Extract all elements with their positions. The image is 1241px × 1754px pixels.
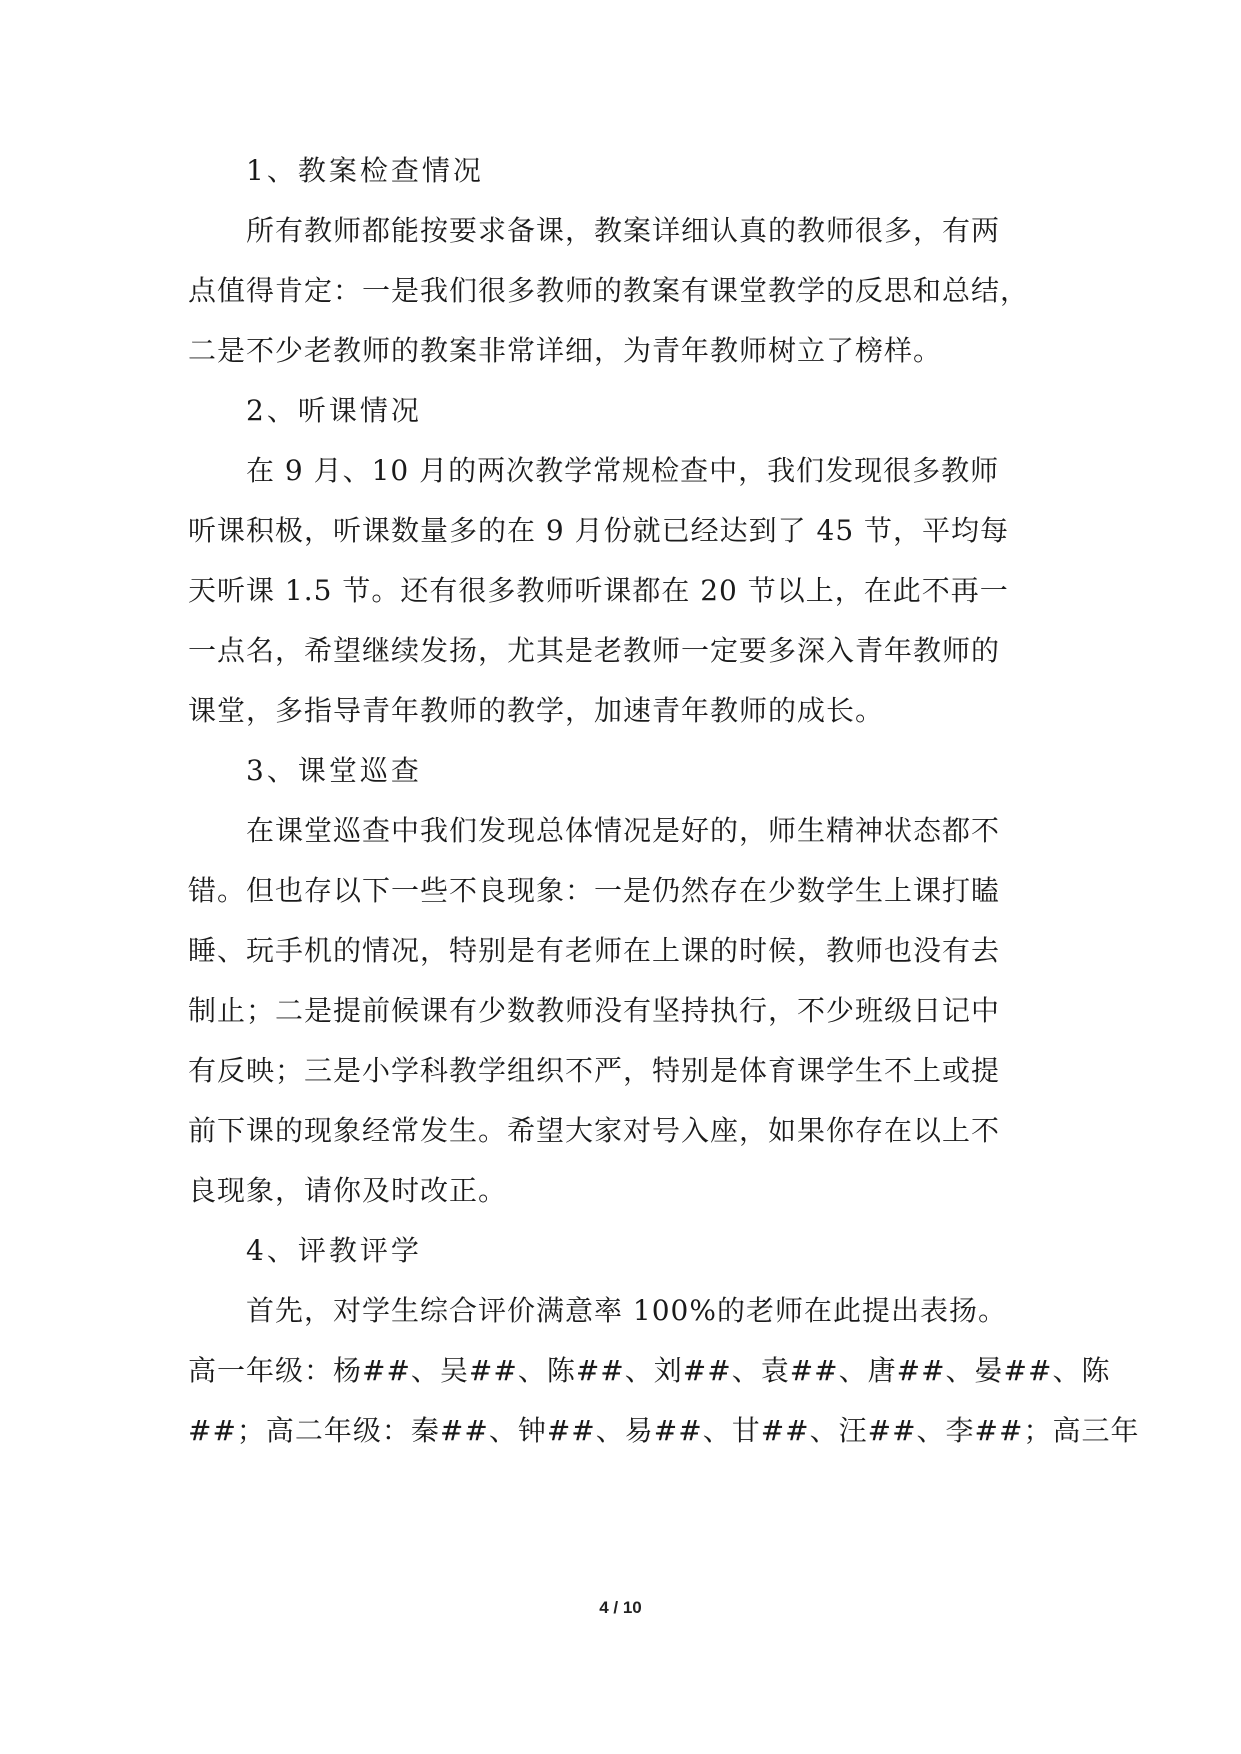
paragraph-line: 课堂，多指导青年教师的教学，加速青年教师的成长。 bbox=[188, 694, 885, 727]
paragraph-line: 在课堂巡查中我们发现总体情况是好的，师生精神状态都不 bbox=[246, 814, 1001, 847]
paragraph-line: 有反映；三是小学科教学组织不严，特别是体育课学生不上或提 bbox=[188, 1054, 1001, 1087]
paragraph-line: ##；高二年级：秦##、钟##、易##、甘##、汪##、李##；高三年 bbox=[188, 1414, 1140, 1447]
paragraph-line: 高一年级：杨##、吴##、陈##、刘##、袁##、唐##、晏##、陈 bbox=[188, 1354, 1111, 1387]
paragraph-line: 良现象，请你及时改正。 bbox=[188, 1174, 508, 1207]
paragraph-line: 首先，对学生综合评价满意率 100%的老师在此提出表扬。 bbox=[246, 1294, 1007, 1327]
paragraph-line: 错。但也存以下一些不良现象：一是仍然存在少数学生上课打瞌 bbox=[188, 874, 1001, 907]
paragraph-line: 制止；二是提前候课有少数教师没有坚持执行，不少班级日记中 bbox=[188, 994, 1001, 1027]
section-heading: 4、评教评学 bbox=[246, 1234, 422, 1267]
paragraph-line: 所有教师都能按要求备课，教案详细认真的教师很多，有两 bbox=[246, 214, 1001, 247]
paragraph-line: 一点名，希望继续发扬，尤其是老教师一定要多深入青年教师的 bbox=[188, 634, 1001, 667]
paragraph-line: 天听课 1.5 节。还有很多教师听课都在 20 节以上，在此不再一 bbox=[188, 574, 1009, 607]
page-number: 4 / 10 bbox=[599, 1598, 642, 1617]
section-heading: 2、听课情况 bbox=[246, 394, 422, 427]
paragraph-line: 听课积极，听课数量多的在 9 月份就已经达到了 45 节，平均每 bbox=[188, 514, 1010, 547]
paragraph-line: 睡、玩手机的情况，特别是有老师在上课的时候，教师也没有去 bbox=[188, 934, 1001, 967]
paragraph-line: 二是不少老教师的教案非常详细，为青年教师树立了榜样。 bbox=[188, 334, 943, 367]
section-heading: 1、教案检查情况 bbox=[246, 154, 484, 187]
paragraph-line: 在 9 月、10 月的两次教学常规检查中，我们发现很多教师 bbox=[246, 454, 1000, 487]
document-body bbox=[188, 154, 1140, 1447]
paragraph-line: 点值得肯定：一是我们很多教师的教案有课堂教学的反思和总结， bbox=[188, 274, 1030, 307]
section-heading: 3、课堂巡查 bbox=[246, 754, 422, 787]
paragraph-line: 前下课的现象经常发生。希望大家对号入座，如果你存在以上不 bbox=[188, 1114, 1001, 1147]
